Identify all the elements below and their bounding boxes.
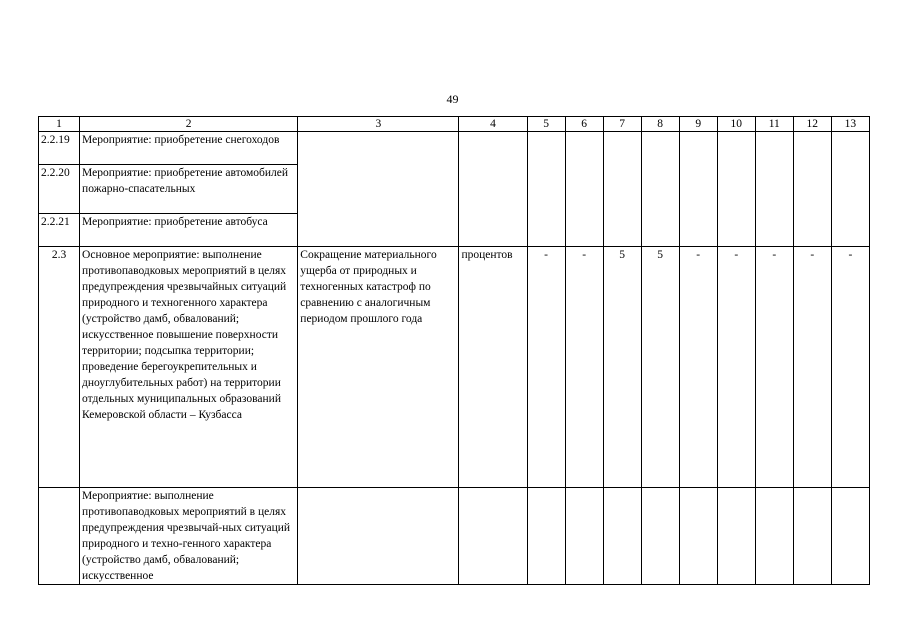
row-value: - [717, 247, 755, 488]
row-indicator-empty [298, 132, 459, 247]
row-value-empty [641, 488, 679, 585]
row-value-empty [603, 132, 641, 247]
row-value: - [527, 247, 565, 488]
row-measure-name: Мероприятие: приобретение снегоходов [80, 132, 298, 165]
column-header: 8 [641, 117, 679, 132]
row-value-empty [527, 132, 565, 247]
row-value-empty [527, 488, 565, 585]
row-number: 2.2.21 [39, 214, 80, 247]
column-header: 3 [298, 117, 459, 132]
table-row [39, 132, 870, 165]
row-value: - [793, 247, 831, 488]
column-header: 5 [527, 117, 565, 132]
table-row [39, 247, 870, 488]
column-header: 12 [793, 117, 831, 132]
row-value-empty [603, 488, 641, 585]
column-number-row [39, 117, 870, 132]
row-value-empty [755, 488, 793, 585]
column-header: 4 [459, 117, 527, 132]
row-value-empty [717, 488, 755, 585]
row-measure-name: Мероприятие: приобретение автомобилей пожарно-спасательных [80, 165, 298, 214]
row-number: 2.2.19 [39, 132, 80, 165]
page-number: 49 [446, 92, 459, 106]
column-header: 7 [603, 117, 641, 132]
row-value: - [755, 247, 793, 488]
column-header: 13 [831, 117, 869, 132]
row-value-empty [793, 488, 831, 585]
row-value-empty [755, 132, 793, 247]
row-value-empty [831, 488, 869, 585]
row-value: 5 [641, 247, 679, 488]
table-row [39, 488, 870, 585]
row-measure-name: Основное мероприятие: выполнение противопаводковых мероприятий в целях предупреждения чрезвычайных ситуаций природного и техногенного характера (устройство дамб, обвалований; искусственное повышение поверхности территории; подсыпка территории; проведение берегоукрепительных и дноуглубительных работ) на территории отдельных муниципальных образований Кемеровской области – Кузбасса [80, 247, 298, 488]
row-value-empty [717, 132, 755, 247]
column-header: 1 [39, 117, 80, 132]
row-unit: процентов [459, 247, 527, 488]
row-number: 2.3 [39, 247, 80, 488]
column-header: 11 [755, 117, 793, 132]
row-value-empty [793, 132, 831, 247]
row-value: - [565, 247, 603, 488]
measures-table [38, 116, 870, 585]
column-header: 10 [717, 117, 755, 132]
row-value-empty [679, 488, 717, 585]
row-value: - [831, 247, 869, 488]
column-header: 6 [565, 117, 603, 132]
row-value-empty [831, 132, 869, 247]
row-value: 5 [603, 247, 641, 488]
row-unit-empty [459, 488, 527, 585]
row-indicator-empty [298, 488, 459, 585]
row-number: 2.2.20 [39, 165, 80, 214]
row-value-empty [565, 132, 603, 247]
row-measure-name: Мероприятие: приобретение автобуса [80, 214, 298, 247]
column-header: 2 [80, 117, 298, 132]
row-number [39, 488, 80, 585]
row-value-empty [679, 132, 717, 247]
row-value: - [679, 247, 717, 488]
row-measure-name: Мероприятие: выполнение противопаводковых мероприятий в целях предупреждения чрезвычай-ных ситуаций природного и техно-генного характера (устройство дамб, обвалований; искусственное [80, 488, 298, 585]
column-header: 9 [679, 117, 717, 132]
row-unit-empty [459, 132, 527, 247]
row-indicator: Сокращение материального ущерба от природных и техногенных катастроф по сравнению с аналогичным периодом прошлого года [298, 247, 459, 488]
row-value-empty [565, 488, 603, 585]
row-value-empty [641, 132, 679, 247]
